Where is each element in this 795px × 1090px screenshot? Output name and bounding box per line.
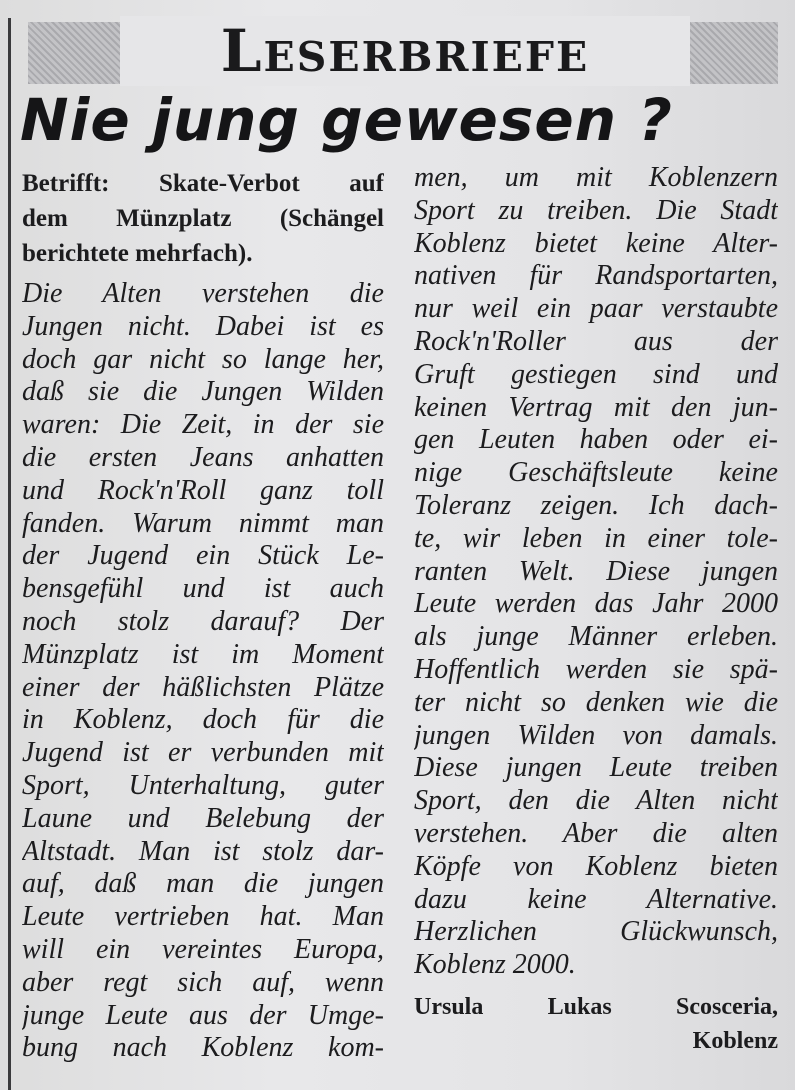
text-line: Koblenz 2000. <box>414 949 576 981</box>
text-line: verstehen. Aber die alten <box>414 817 778 849</box>
left-text-column <box>22 278 384 1065</box>
text-line: ranten Welt. Diese jungen <box>414 555 778 587</box>
text-line: Köpfe von Koblenz bieten <box>414 850 778 882</box>
text-line: Altstadt. Man ist stolz dar- <box>22 835 384 867</box>
text-line: nige Geschäftsleute keine <box>414 457 778 489</box>
text-line: Münzplatz ist im Moment <box>22 638 384 670</box>
text-line: Rock'n'Roller aus der <box>414 325 778 357</box>
letter-subject <box>22 166 384 271</box>
text-line: Laune und Belebung der <box>22 802 384 834</box>
column-rule <box>8 18 11 1090</box>
text-line: Toleranz zeigen. Ich dach- <box>414 489 778 521</box>
text-line: gen Leuten haben oder ei- <box>414 424 778 456</box>
text-line: Die Alten verstehen die <box>22 278 384 309</box>
text-line: Leute werden das Jahr 2000 <box>414 588 778 620</box>
text-line: Sport zu treiben. Die Stadt <box>414 194 778 226</box>
text-line: men, um mit Koblenzern <box>414 162 778 193</box>
text-line: doch gar nicht so lange her, <box>22 343 384 375</box>
text-line: dazu keine Alternative. <box>414 883 778 915</box>
text-line: in Koblenz, doch für die <box>22 704 384 736</box>
text-line: einer der häßlichsten Plätze <box>22 671 384 703</box>
text-line: waren: Die Zeit, in der sie <box>22 409 384 441</box>
right-text-column <box>414 162 778 982</box>
text-line: noch stolz darauf? Der <box>22 605 384 637</box>
text-line: bung nach Koblenz kom- <box>22 1032 384 1064</box>
text-line: Sport, den die Alten nicht <box>414 785 778 817</box>
text-line: auf, daß man die jungen <box>22 868 384 900</box>
text-line: Leute vertrieben hat. Man <box>22 901 384 933</box>
text-line: daß sie die Jungen Wilden <box>22 376 384 408</box>
text-line: Herzlichen Glückwunsch, <box>414 916 778 948</box>
text-line: te, wir leben in einer tole- <box>414 522 778 554</box>
text-line: Gruft gestiegen sind und <box>414 358 778 390</box>
text-line: ter nicht so denken wie die <box>414 686 778 718</box>
text-line: junge Leute aus der Umge- <box>22 999 384 1031</box>
author-city: Koblenz <box>692 1028 778 1054</box>
text-line: nur weil ein paar verstaubte <box>414 293 778 325</box>
text-line: Diese jungen Leute treiben <box>414 752 778 784</box>
text-line: nativen für Randsportarten, <box>414 260 778 292</box>
headline: Nie jung gewesen ? <box>20 86 673 154</box>
text-line: aber regt sich auf, wenn <box>22 966 384 998</box>
author-name: Ursula Lukas Scosceria, <box>414 994 778 1020</box>
text-line: bensgefühl und ist auch <box>22 573 384 605</box>
section-title: Leserbriefe <box>120 16 690 86</box>
subject-line: berichtete mehrfach). <box>22 240 253 267</box>
text-line: keinen Vertrag mit den jun- <box>414 391 778 423</box>
letter-signature <box>414 990 778 1058</box>
text-line: will ein vereintes Europa, <box>22 933 384 965</box>
text-line: als junge Männer erleben. <box>414 621 778 653</box>
subject-line: Betrifft: Skate-Verbot auf <box>22 170 384 197</box>
text-line: Jungen nicht. Dabei ist es <box>22 310 384 342</box>
subject-line: dem Münzplatz (Schängel <box>22 205 384 232</box>
text-line: Hoffentlich werden sie spä- <box>414 653 778 685</box>
text-line: der Jugend ein Stück Le- <box>22 540 384 572</box>
text-line: fanden. Warum nimmt man <box>22 507 384 539</box>
text-line: Koblenz bietet keine Alter- <box>414 227 778 259</box>
text-line: Sport, Unterhaltung, guter <box>22 769 384 801</box>
text-line: und Rock'n'Roll ganz toll <box>22 474 384 506</box>
text-line: jungen Wilden von damals. <box>414 719 778 751</box>
text-line: die ersten Jeans anhatten <box>22 441 384 473</box>
text-line: Jugend ist er verbunden mit <box>22 737 384 769</box>
